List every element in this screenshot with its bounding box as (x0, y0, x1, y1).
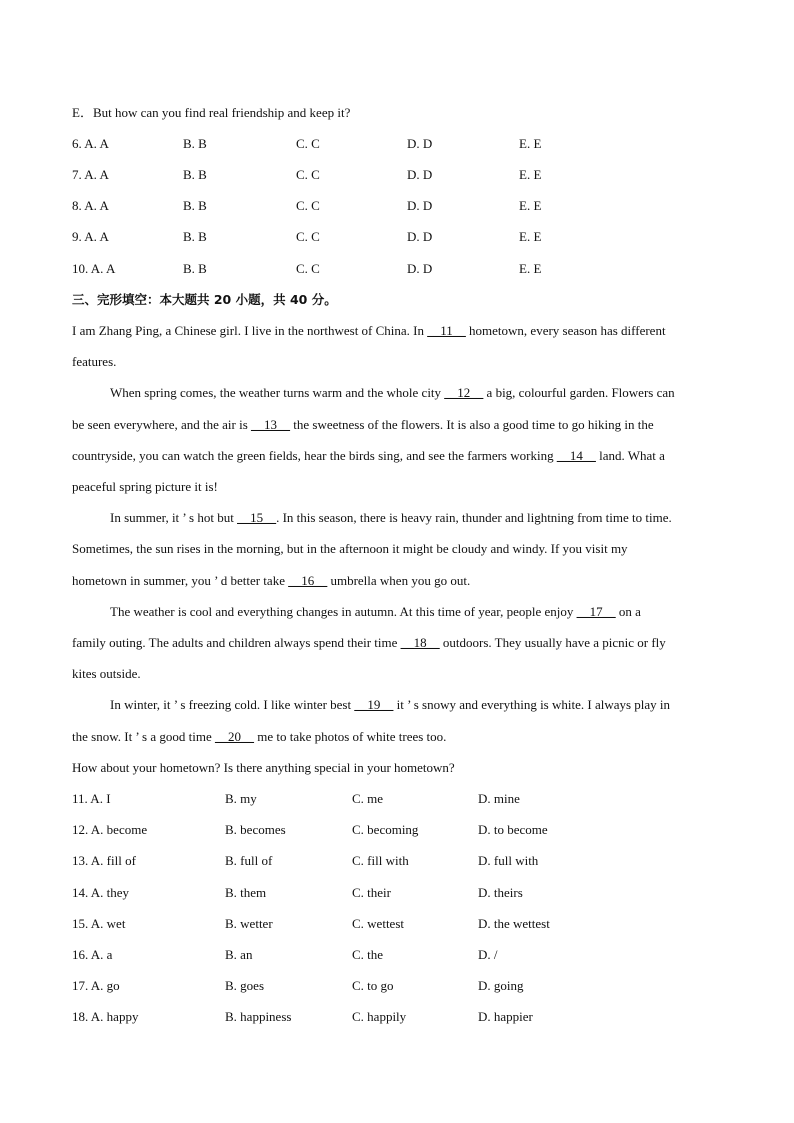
option-choice: C. C (296, 198, 320, 213)
option-row (72, 260, 732, 278)
option-choice: C. C (296, 167, 320, 182)
option-row (72, 884, 732, 902)
option-row (72, 166, 732, 184)
passage-line (110, 384, 675, 402)
text: it ’ s snowy and everything is white. I always play in (396, 697, 671, 712)
text: hometown, every season has different (469, 323, 666, 338)
option-choice: D. D (407, 167, 433, 182)
option-choice: B. B (183, 136, 207, 151)
option-choice: 14. A. they (72, 885, 130, 900)
blank-12: __12__ (444, 385, 484, 400)
option-choice: B. them (225, 885, 267, 900)
option-choice: C. the (352, 947, 384, 962)
option-choice: 9. A. A (72, 229, 109, 244)
passage-line (72, 634, 666, 652)
option-choice: D. to become (478, 822, 548, 837)
option-choice: D. / (478, 947, 498, 962)
option-choice: C. to go (352, 978, 394, 993)
option-choice: B. B (183, 198, 207, 213)
option-choice: B. B (183, 229, 207, 244)
option-choice: E. E (519, 261, 542, 276)
option-choice: C. becoming (352, 822, 419, 837)
passage-line (72, 728, 446, 746)
option-choice: 10. A. A (72, 261, 116, 276)
blank-15: __15__ (237, 510, 277, 525)
blank-11: __11__ (427, 323, 466, 338)
option-choice: B. B (183, 261, 207, 276)
option-e-text: E．But how can you find real friendship and keep it? (72, 105, 351, 120)
blank-17: __17__ (576, 604, 616, 619)
option-choice: C. wettest (352, 916, 404, 931)
blank-13: __13__ (251, 417, 291, 432)
text: the snow. It ’ s a good time (72, 729, 212, 744)
option-choice: C. their (352, 885, 391, 900)
option-choice: C. me (352, 791, 384, 806)
option-choice: D. the wettest (478, 916, 550, 931)
option-choice: D. happier (478, 1009, 533, 1024)
option-choice: 8. A. A (72, 198, 109, 213)
passage-line: kites outside. (72, 666, 141, 681)
text: a big, colourful garden. Flowers can (486, 385, 675, 400)
passage-line (110, 509, 672, 527)
option-choice: C. happily (352, 1009, 407, 1024)
passage-line (72, 572, 470, 590)
blank-16: __16__ (288, 573, 328, 588)
option-choice: C. fill with (352, 853, 409, 868)
passage-line (72, 322, 666, 340)
option-choice: B. happiness (225, 1009, 292, 1024)
option-choice: B. wetter (225, 916, 273, 931)
text: land. What a (599, 448, 665, 463)
option-choice: 17. A. go (72, 978, 120, 993)
passage-line: Sometimes, the sun rises in the morning, but in the afternoon it might be cloudy and windy. If you visit my (72, 541, 628, 556)
text: hometown in summer, you ’ d better take (72, 573, 285, 588)
option-choice: B. my (225, 791, 257, 806)
section-heading: 三、完形填空：本大题共 20 小题，共 40 分。 (72, 292, 337, 307)
option-choice: D. theirs (478, 885, 523, 900)
passage-line (110, 696, 670, 714)
option-choice: B. B (183, 167, 207, 182)
passage-line: How about your hometown? Is there anything special in your hometown? (72, 760, 455, 775)
option-choice: 18. A. happy (72, 1009, 139, 1024)
option-choice: 12. A. become (72, 822, 148, 837)
option-row (72, 915, 732, 933)
text: In summer, it ’ s hot but (110, 510, 234, 525)
option-choice: D. mine (478, 791, 520, 806)
option-choice: B. full of (225, 853, 273, 868)
option-choice: B. an (225, 947, 253, 962)
text: be seen everywhere, and the air is (72, 417, 248, 432)
option-row (72, 228, 732, 246)
text: the sweetness of the flowers. It is also a good time to go hiking in the (293, 417, 654, 432)
text: on a (618, 604, 641, 619)
option-choice: D. D (407, 261, 433, 276)
option-choice: E. E (519, 229, 542, 244)
option-choice: 6. A. A (72, 136, 109, 151)
text: I am Zhang Ping, a Chinese girl. I live in the northwest of China. In (72, 323, 425, 338)
text: outdoors. They usually have a picnic or fly (442, 635, 666, 650)
option-choice: E. E (519, 136, 542, 151)
option-choice: D. full with (478, 853, 539, 868)
option-choice: 11. A. I (72, 791, 111, 806)
passage-line (110, 603, 641, 621)
text: family outing. The adults and children always spend their time (72, 635, 398, 650)
option-choice: C. C (296, 261, 320, 276)
text: In winter, it ’ s freezing cold. I like winter best (110, 697, 352, 712)
option-row (72, 977, 732, 995)
option-row (72, 790, 732, 808)
option-row (72, 197, 732, 215)
text: . In this season, there is heavy rain, thunder and lightning from time to time. (276, 510, 672, 525)
text: When spring comes, the weather turns warm and the whole city (110, 385, 442, 400)
option-choice: D. D (407, 198, 433, 213)
passage-line (72, 447, 665, 465)
blank-14: __14__ (556, 448, 596, 463)
blank-19: __19__ (354, 697, 394, 712)
option-row (72, 135, 732, 153)
option-choice: 13. A. fill of (72, 853, 136, 868)
blank-18: __18__ (400, 635, 440, 650)
passage-line (72, 416, 654, 434)
option-choice: B. goes (225, 978, 264, 993)
option-row (72, 1008, 732, 1026)
option-choice: B. becomes (225, 822, 286, 837)
option-choice: D. D (407, 136, 433, 151)
option-choice: 15. A. wet (72, 916, 126, 931)
text: umbrella when you go out. (330, 573, 471, 588)
option-choice: D. going (478, 978, 524, 993)
option-choice: D. D (407, 229, 433, 244)
text: countryside, you can watch the green fields, hear the birds sing, and see the farmers working (72, 448, 554, 463)
blank-20: __20__ (214, 729, 254, 744)
option-row (72, 946, 732, 964)
option-choice: 7. A. A (72, 167, 109, 182)
option-choice: C. C (296, 136, 320, 151)
option-row (72, 852, 732, 870)
option-row (72, 821, 732, 839)
text: me to take photos of white trees too. (257, 729, 447, 744)
option-choice: E. E (519, 167, 542, 182)
option-choice: C. C (296, 229, 320, 244)
option-choice: E. E (519, 198, 542, 213)
passage-line: peaceful spring picture it is! (72, 479, 218, 494)
passage-line: features. (72, 354, 117, 369)
option-choice: 16. A. a (72, 947, 113, 962)
text: The weather is cool and everything changes in autumn. At this time of year, people enjoy (110, 604, 574, 619)
